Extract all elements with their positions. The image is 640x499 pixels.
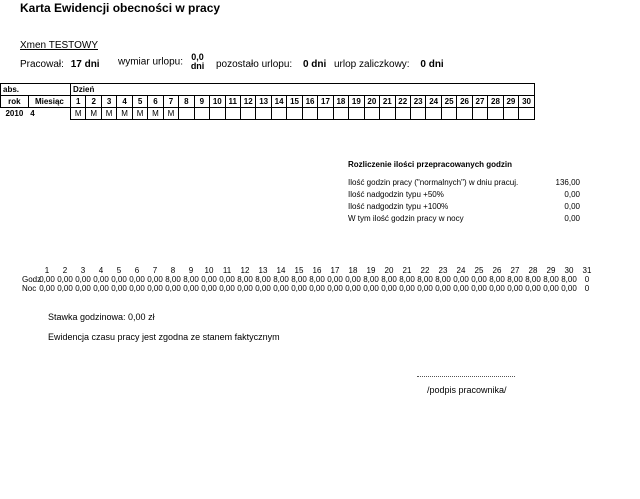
day-mark-cell[interactable] [395,108,410,120]
hours-noc-value: 0,00 [39,284,55,293]
hours-noc-value: 0 [584,284,590,293]
employee-name[interactable]: Xmen TESTOWY [20,40,98,51]
leave-label: wymiar urlopu: [118,56,184,68]
hours-godz-value: 8,00 [399,275,415,284]
hours-noc-value: 0,00 [57,284,73,293]
day-mark-cell[interactable] [318,108,333,120]
hours-day-number: 15 [294,266,304,275]
hours-godz-value: 8,00 [165,275,181,284]
signature-label: /podpis pracownika/ [427,385,507,395]
day-mark-cell[interactable] [302,108,317,120]
hours-noc-value: 0,00 [327,284,343,293]
day-mark-cell[interactable]: M [163,108,178,120]
day-header-cell: 14 [271,96,286,108]
day-mark-cell[interactable]: M [132,108,147,120]
hours-day-number: 16 [312,266,322,275]
hours-day-number: 13 [258,266,268,275]
day-header-cell: 18 [333,96,348,108]
leave-info [118,53,204,71]
hours-noc-value: 0,00 [561,284,577,293]
day-header-cell: 27 [472,96,487,108]
day-mark-cell[interactable] [333,108,348,120]
hours-noc-value: 0,00 [399,284,415,293]
leave-value [191,53,205,71]
day-header-cell: 17 [318,96,333,108]
hours-godz-value: 8,00 [417,275,433,284]
remaining-label: pozostało urlopu: [216,59,293,70]
worked-info [20,59,100,70]
day-mark-cell[interactable] [457,108,472,120]
hours-noc-value: 0,00 [201,284,217,293]
day-mark-cell[interactable] [441,108,456,120]
hours-noc-value: 0,00 [363,284,379,293]
year-cell: 2010 [5,109,24,119]
hours-godz-value: 0,00 [147,275,163,284]
hours-godz-value: 0,00 [93,275,109,284]
godz-label: Godz [22,275,42,284]
hours-strip [22,266,596,293]
hours-noc-value: 0,00 [471,284,487,293]
summary-value: 0,00 [564,202,580,211]
day-mark-cell[interactable] [194,108,209,120]
hours-godz-value: 0,00 [453,275,469,284]
hours-noc-value: 0,00 [129,284,145,293]
hours-day-number: 22 [420,266,430,275]
day-header-cell: 15 [287,96,302,108]
remaining-value: 0 dni [302,59,327,70]
hours-noc-value: 0,00 [183,284,199,293]
summary-row [348,189,580,201]
hours-godz-value: 0,00 [129,275,145,284]
hours-godz-value: 0,00 [327,275,343,284]
hours-godz-value: 0,00 [57,275,73,284]
hours-godz-value: 8,00 [507,275,523,284]
summary-value: 136,00 [555,178,580,187]
hours-day-number: 31 [582,266,592,275]
statement: Ewidencja czasu pracy jest zgodna ze stanem faktycznym [48,332,280,342]
day-header-cell: 21 [380,96,395,108]
worked-value: 17 dni [70,59,100,70]
hours-day-number: 18 [348,266,358,275]
hours-godz-value: 8,00 [435,275,451,284]
signature-line [417,376,515,377]
day-header-cell: 7 [163,96,178,108]
hours-godz-value: 0,00 [39,275,55,284]
day-mark-cell[interactable] [256,108,271,120]
hours-noc-value: 0,00 [543,284,559,293]
hours-noc-value: 0,00 [111,284,127,293]
hours-noc-value: 0,00 [273,284,289,293]
day-header-cell: 4 [117,96,132,108]
hours-day-number: 26 [492,266,502,275]
day-mark-cell[interactable] [488,108,503,120]
day-header-cell: 12 [240,96,255,108]
hours-noc-value: 0,00 [417,284,433,293]
advance-info [334,59,444,70]
day-header-cell: 2 [86,96,101,108]
hours-day-number: 3 [80,266,86,275]
attendance-grid [0,83,535,120]
hours-noc-value: 0,00 [75,284,91,293]
hours-day-number: 20 [384,266,394,275]
month-header: Miesiąc [28,96,70,108]
summary-value: 0,00 [564,214,580,223]
day-mark-cell[interactable] [410,108,425,120]
summary-label: Ilość nadgodzin typu +100% [348,202,449,211]
summary-label: Ilość godzin pracy ("normalnych") w dniu pracuj. [348,178,519,187]
day-mark-cell[interactable]: M [86,108,101,120]
hours-godz-value: 0,00 [201,275,217,284]
year-header: rok [1,96,29,108]
hours-day-number: 14 [276,266,286,275]
advance-value: 0 dni [420,59,444,70]
summary-row [348,201,580,213]
day-header-cell: 30 [519,96,535,108]
hours-day-number: 30 [564,266,574,275]
day-header-cell: 5 [132,96,147,108]
hours-noc-value: 0,00 [237,284,253,293]
hours-noc-value: 0,00 [435,284,451,293]
hours-day-number: 11 [222,266,232,275]
summary-row [348,177,580,189]
day-header-cell: 28 [488,96,503,108]
hours-godz-value: 0,00 [219,275,235,284]
hours-godz-value: 8,00 [291,275,307,284]
hours-godz-value: 0 [584,275,590,284]
day-mark-cell[interactable]: M [117,108,132,120]
day-header-cell: 9 [194,96,209,108]
hours-godz-value: 8,00 [561,275,577,284]
hours-noc-value: 0,00 [489,284,505,293]
day-header-cell: 22 [395,96,410,108]
hours-day-number: 27 [510,266,520,275]
day-mark-cell[interactable] [472,108,487,120]
day-mark-cell[interactable] [519,108,535,120]
hours-godz-value: 8,00 [183,275,199,284]
day-header-cell: 13 [256,96,271,108]
day-header-cell: 25 [441,96,456,108]
hours-godz-value: 0,00 [75,275,91,284]
day-mark-cell[interactable] [225,108,240,120]
day-header-cell: 1 [71,96,86,108]
day-mark-cell[interactable]: M [71,108,86,120]
day-mark-cell[interactable] [271,108,286,120]
month-cell: 4 [30,109,35,119]
summary-label: W tym ilość godzin pracy w nocy [348,214,464,223]
hours-day-number: 29 [546,266,556,275]
day-mark-cell[interactable] [503,108,518,120]
day-header-cell: 6 [148,96,163,108]
hours-day-number: 2 [62,266,68,275]
hours-godz-value: 0,00 [345,275,361,284]
summary-label: Ilość nadgodzin typu +50% [348,190,444,199]
day-mark-cell[interactable]: M [101,108,116,120]
day-mark-cell[interactable]: M [148,108,163,120]
summary-heading: Rozliczenie ilości przepracowanych godzin [348,160,513,169]
hours-summary [348,160,580,225]
hours-noc-value: 0,00 [453,284,469,293]
remaining-info [216,59,326,70]
hours-godz-value: 0,00 [471,275,487,284]
hours-day-number: 8 [170,266,176,275]
noc-label: Noc [22,284,37,293]
hours-day-number: 23 [438,266,448,275]
day-header-cell: 26 [457,96,472,108]
hours-godz-value: 8,00 [525,275,541,284]
hours-day-number: 7 [152,266,158,275]
day-header-cell: 19 [349,96,364,108]
worked-label: Pracował: [20,59,64,70]
day-header-cell: 3 [101,96,116,108]
hours-noc-value: 0,00 [165,284,181,293]
day-header-cell: 11 [225,96,240,108]
hours-day-number: 10 [204,266,214,275]
day-header-cell: 20 [364,96,379,108]
leave-value-top: 0,0 [191,52,204,62]
summary-value: 0,00 [564,190,580,199]
day-mark-cell[interactable] [364,108,379,120]
abs-header: abs. [1,84,71,96]
hours-godz-value: 8,00 [489,275,505,284]
hours-godz-value: 8,00 [309,275,325,284]
hours-noc-value: 0,00 [309,284,325,293]
day-mark-cell[interactable] [287,108,302,120]
advance-label: urlop zaliczkowy: [334,59,410,70]
page-title: Karta Ewidencji obecności w pracy [20,1,221,15]
day-mark-cell[interactable] [210,108,225,120]
leave-value-bottom: dni [190,61,205,71]
hours-godz-value: 8,00 [255,275,271,284]
hours-noc-value: 0,00 [381,284,397,293]
hours-day-number: 21 [402,266,412,275]
day-header-cell: 23 [410,96,425,108]
day-header-cell: 8 [179,96,194,108]
hours-day-number: 1 [44,266,50,275]
hours-day-number: 9 [188,266,194,275]
hours-day-number: 28 [528,266,538,275]
hours-godz-value: 8,00 [363,275,379,284]
hours-noc-value: 0,00 [147,284,163,293]
summary-row [348,213,580,225]
hours-noc-value: 0,00 [345,284,361,293]
day-mark-cell[interactable] [380,108,395,120]
hours-day-number: 24 [456,266,466,275]
hours-day-number: 5 [116,266,122,275]
hours-noc-value: 0,00 [93,284,109,293]
hours-godz-value: 0,00 [111,275,127,284]
hours-day-number: 19 [366,266,376,275]
hours-godz-value: 8,00 [381,275,397,284]
day-header-cell: 10 [210,96,225,108]
hours-godz-value: 8,00 [543,275,559,284]
day-mark-cell[interactable] [240,108,255,120]
hours-day-number: 4 [98,266,104,275]
day-header-cell: 24 [426,96,441,108]
hours-day-number: 6 [134,266,140,275]
hours-day-number: 17 [330,266,340,275]
day-mark-cell[interactable] [349,108,364,120]
day-header: Dzień [71,84,535,96]
hours-noc-value: 0,00 [255,284,271,293]
day-header-cell: 16 [302,96,317,108]
hours-noc-value: 0,00 [291,284,307,293]
hours-day-number: 12 [240,266,250,275]
hours-day-number: 25 [474,266,484,275]
day-mark-cell[interactable] [179,108,194,120]
hours-noc-value: 0,00 [525,284,541,293]
day-mark-cell[interactable] [426,108,441,120]
hours-godz-value: 8,00 [273,275,289,284]
hours-godz-value: 8,00 [237,275,253,284]
day-header-cell: 29 [503,96,518,108]
hours-noc-value: 0,00 [507,284,523,293]
hours-noc-value: 0,00 [219,284,235,293]
hourly-rate: Stawka godzinowa: 0,00 zł [48,312,155,322]
